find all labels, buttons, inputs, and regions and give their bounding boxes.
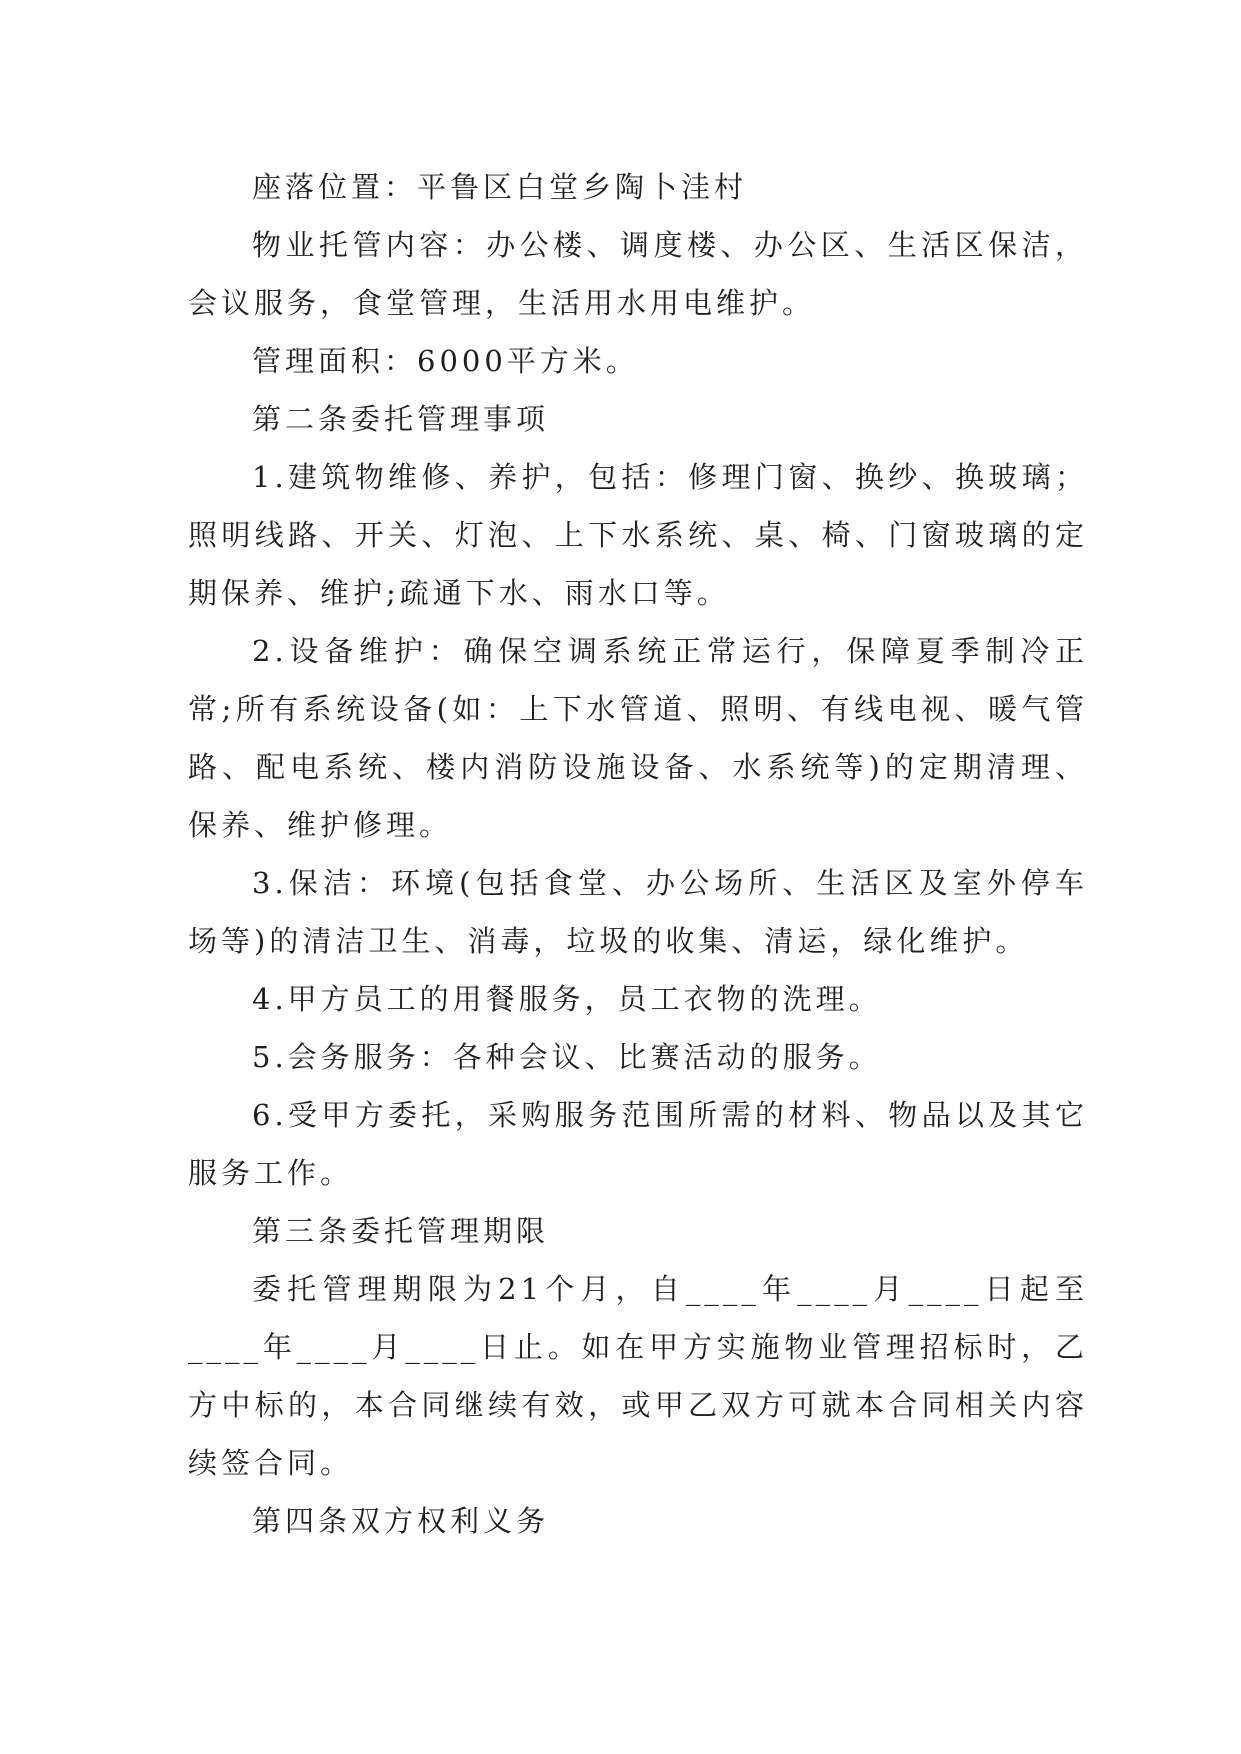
item-6-paragraph: 6.受甲方委托，采购服务范围所需的材料、物品以及其它服务工作。 [188,1098,1088,1190]
article-4-heading: 第四条双方权利义务 [252,1504,550,1538]
item-1-paragraph: 1.建筑物维修、养护，包括：修理门窗、换纱、换玻璃；照明线路、开关、灯泡、上下水系统、桌、椅、门窗玻璃的定期保养、维护;疏通下水、雨水口等。 [188,460,1088,610]
management-area-paragraph: 管理面积：6000平方米。 [252,344,639,378]
article-3-heading: 第三条委托管理期限 [252,1214,550,1248]
document-body [188,158,1088,1550]
item-5-paragraph: 5.会务服务：各种会议、比赛活动的服务。 [252,1040,882,1074]
item-4-paragraph: 4.甲方员工的用餐服务，员工衣物的洗理。 [252,982,882,1016]
item-2-paragraph: 2.设备维护：确保空调系统正常运行，保障夏季制冷正常;所有系统设备(如：上下水管道、照明、有线电视、暖气管路、配电系统、楼内消防设施设备、水系统等)的定期清理、保养、维护修理。 [188,634,1088,842]
item-3-paragraph: 3.保洁：环境(包括食堂、办公场所、生活区及室外停车场等)的清洁卫生、消毒，垃圾的收集、清运，绿化维护。 [188,866,1088,958]
term-paragraph: 委托管理期限为21个月，自____年____月____日起至____年____月____日止。如在甲方实施物业管理招标时，乙方中标的，本合同继续有效，或甲乙双方可就本合同相关内容续签合同。 [188,1272,1088,1480]
location-paragraph: 座落位置：平鲁区白堂乡陶卜洼村 [252,170,748,204]
article-2-heading: 第二条委托管理事项 [252,402,550,436]
property-contents-paragraph: 物业托管内容：办公楼、调度楼、办公区、生活区保洁，会议服务，食堂管理，生活用水用电维护。 [188,228,1088,320]
